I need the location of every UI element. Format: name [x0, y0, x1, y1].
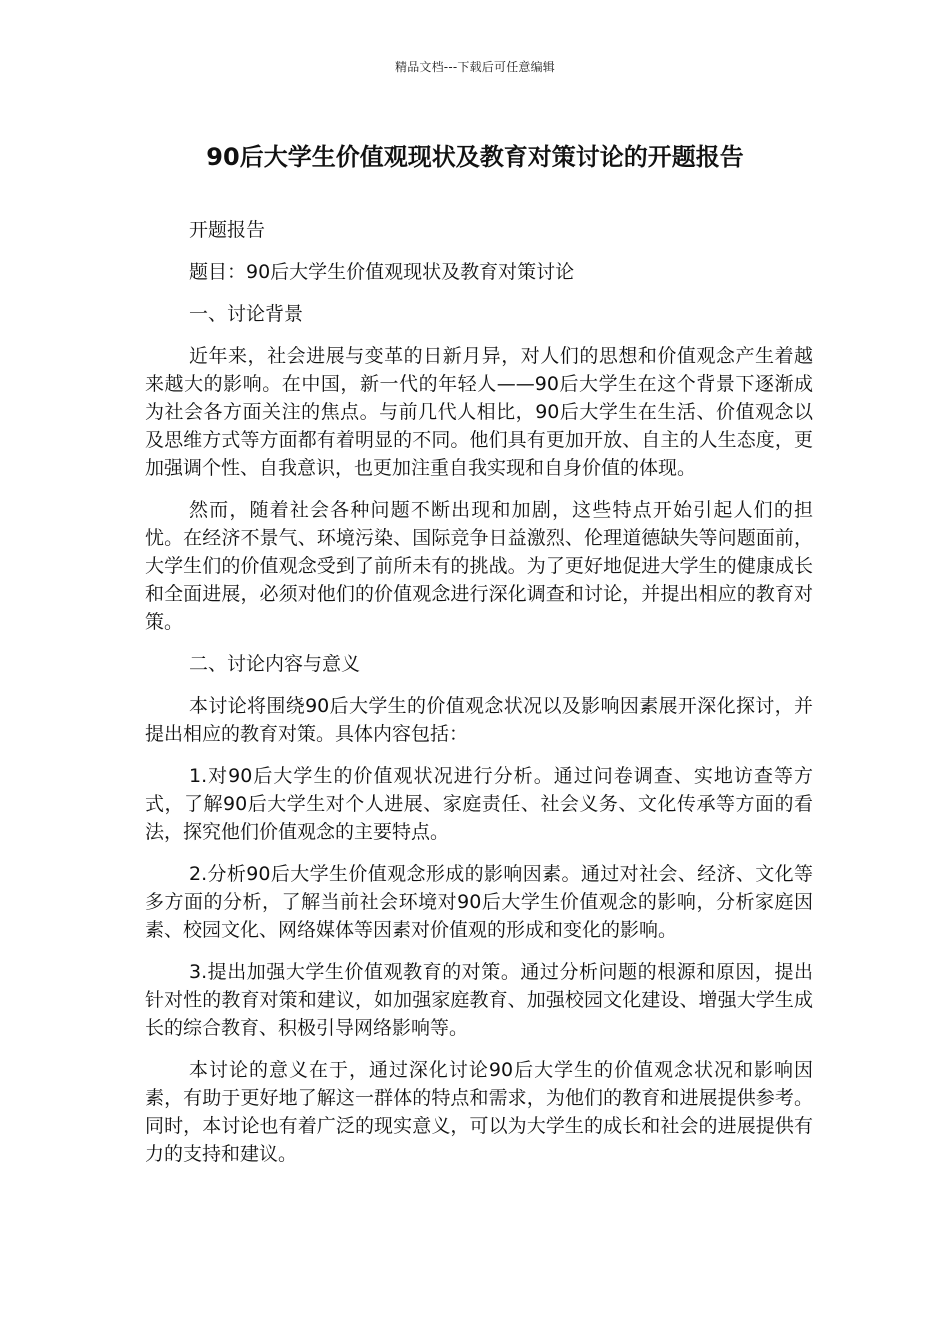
paragraph-background-1: 近年来，社会进展与变革的日新月异，对人们的思想和价值观念产生着越来越大的影响。在中国，新一代的年轻人——90后大学生在这个背景下逐渐成为社会各方面关注的焦点。与前几代人相比，90后大学生在生活、价值观念以及思维方式等方面都有着明显的不同。他们具有更加开放、自主的人生态度，更加强调个性、自我意识，也更加注重自我实现和自身价值的体现。	[145, 345, 813, 479]
paragraph-background-2: 然而，随着社会各种问题不断出现和加剧，这些特点开始引起人们的担忧。在经济不景气、环境污染、国际竞争日益激烈、伦理道德缺失等问题面前，大学生们的价值观念受到了前所未有的挑战。为了更好地促进大学生的健康成长和全面进展，必须对他们的价值观念进行深化调查和讨论，并提出相应的教育对策。	[145, 499, 813, 633]
paragraph-item-1: 1.对90后大学生的价值观状况进行分析。通过问卷调查、实地访查等方式，了解90后大学生对个人进展、家庭责任、社会义务、文化传承等方面的看法，探究他们价值观念的主要特点。	[145, 765, 813, 843]
paragraph-item-3: 3.提出加强大学生价值观教育的对策。通过分析问题的根源和原因，提出针对性的教育对策和建议，如加强家庭教育、加强校园文化建设、增强大学生成长的综合教育、积极引导网络影响等。	[145, 961, 813, 1039]
document-body	[145, 216, 813, 1182]
paragraph-report-label: 开题报告	[189, 219, 266, 241]
section-heading-content: 二、讨论内容与意义	[189, 653, 361, 675]
paragraph-content-intro: 本讨论将围绕90后大学生的价值观念状况以及影响因素展开深化探讨，并提出相应的教育对策。具体内容包括：	[145, 695, 813, 745]
section-heading-background: 一、讨论背景	[189, 303, 304, 325]
paragraph-topic: 题目：90后大学生价值观现状及教育对策讨论	[189, 261, 575, 283]
paragraph-significance: 本讨论的意义在于，通过深化讨论90后大学生的价值观念状况和影响因素，有助于更好地了解这一群体的特点和需求，为他们的教育和进展提供参考。同时，本讨论也有着广泛的现实意义，可以为大学生的成长和社会的进展提供有力的支持和建议。	[145, 1059, 813, 1165]
paragraph-item-2: 2.分析90后大学生价值观念形成的影响因素。通过对社会、经济、文化等多方面的分析，了解当前社会环境对90后大学生价值观念的影响，分析家庭因素、校园文化、网络媒体等因素对价值观的形成和变化的影响。	[145, 863, 813, 941]
header-note: 精品文档---下载后可任意编辑	[395, 60, 555, 74]
document-title: 90后大学生价值观现状及教育对策讨论的开题报告	[206, 143, 744, 171]
